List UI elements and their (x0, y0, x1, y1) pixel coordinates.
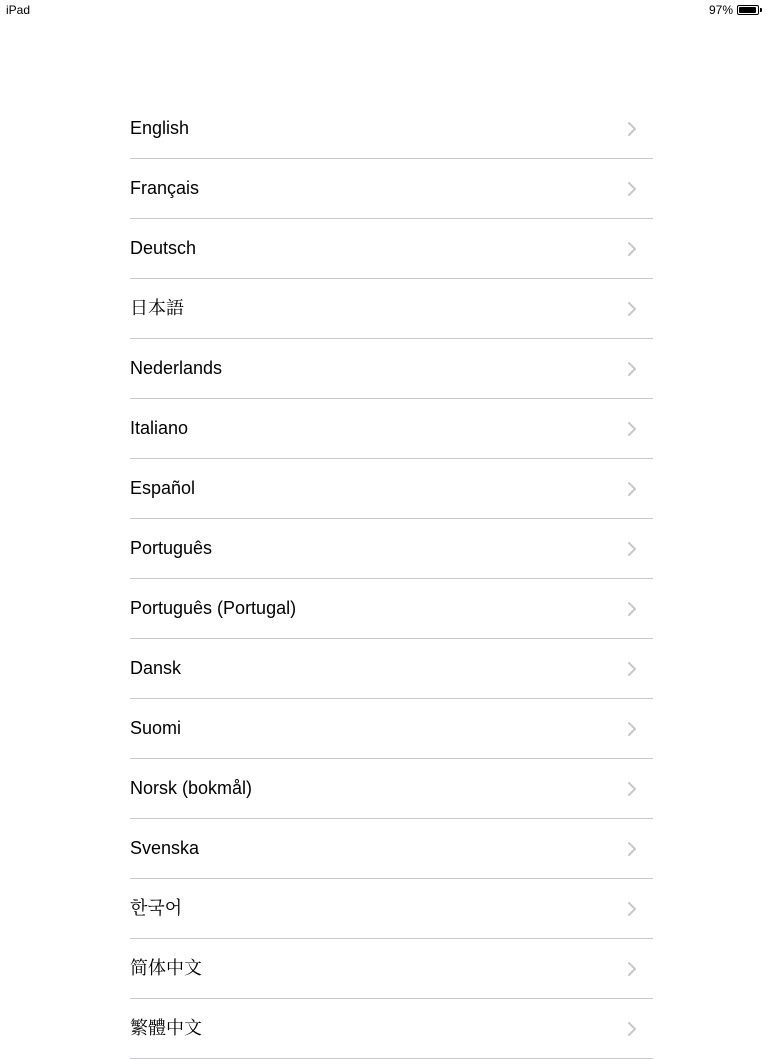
language-row[interactable] (130, 579, 653, 639)
language-row[interactable] (130, 819, 653, 879)
language-row[interactable] (130, 879, 653, 939)
language-row[interactable] (130, 219, 653, 279)
chevron-right-icon (625, 421, 639, 437)
language-label: Português (Portugal) (130, 598, 297, 618)
battery-status (709, 0, 762, 20)
language-row[interactable] (130, 99, 653, 159)
battery-percentage: 97% (708, 3, 733, 17)
language-row[interactable] (130, 999, 653, 1059)
language-label: Deutsch (130, 238, 197, 258)
language-row[interactable] (130, 339, 653, 399)
chevron-right-icon (625, 481, 639, 497)
chevron-right-icon (625, 1021, 639, 1037)
language-label: Suomi (130, 718, 182, 738)
language-row[interactable] (130, 399, 653, 459)
chevron-right-icon (625, 721, 639, 737)
language-label: Español (130, 478, 196, 498)
language-row[interactable] (130, 939, 653, 999)
device-name: iPad (6, 3, 31, 17)
language-label: Dansk (130, 658, 182, 678)
chevron-right-icon (625, 661, 639, 677)
chevron-right-icon (625, 301, 639, 317)
language-label: English (130, 118, 190, 138)
language-label: Nederlands (130, 358, 223, 378)
language-label: 日本語 (130, 298, 184, 318)
language-label: Italiano (130, 418, 189, 438)
chevron-right-icon (625, 241, 639, 257)
language-label: Português (130, 538, 213, 558)
language-label: 繁體中文 (130, 1018, 202, 1038)
chevron-right-icon (625, 181, 639, 197)
language-label: Français (130, 178, 200, 198)
language-row[interactable] (130, 279, 653, 339)
language-label: 한국어 (130, 898, 183, 918)
battery-terminal (760, 8, 762, 12)
chevron-right-icon (625, 601, 639, 617)
battery-icon (737, 5, 759, 15)
chevron-right-icon (625, 121, 639, 137)
chevron-right-icon (625, 781, 639, 797)
language-row[interactable] (130, 699, 653, 759)
status-bar (0, 0, 768, 20)
language-row[interactable] (130, 159, 653, 219)
chevron-right-icon (625, 961, 639, 977)
language-row[interactable] (130, 519, 653, 579)
language-row[interactable] (130, 459, 653, 519)
language-row[interactable] (130, 759, 653, 819)
language-list (130, 99, 653, 1059)
battery-level-fill (739, 7, 756, 13)
language-row[interactable] (130, 639, 653, 699)
language-label: Norsk (bokmål) (130, 778, 253, 798)
chevron-right-icon (625, 541, 639, 557)
language-label: 简体中文 (130, 958, 202, 978)
chevron-right-icon (625, 841, 639, 857)
language-label: Svenska (130, 838, 200, 858)
chevron-right-icon (625, 361, 639, 377)
chevron-right-icon (625, 901, 639, 917)
